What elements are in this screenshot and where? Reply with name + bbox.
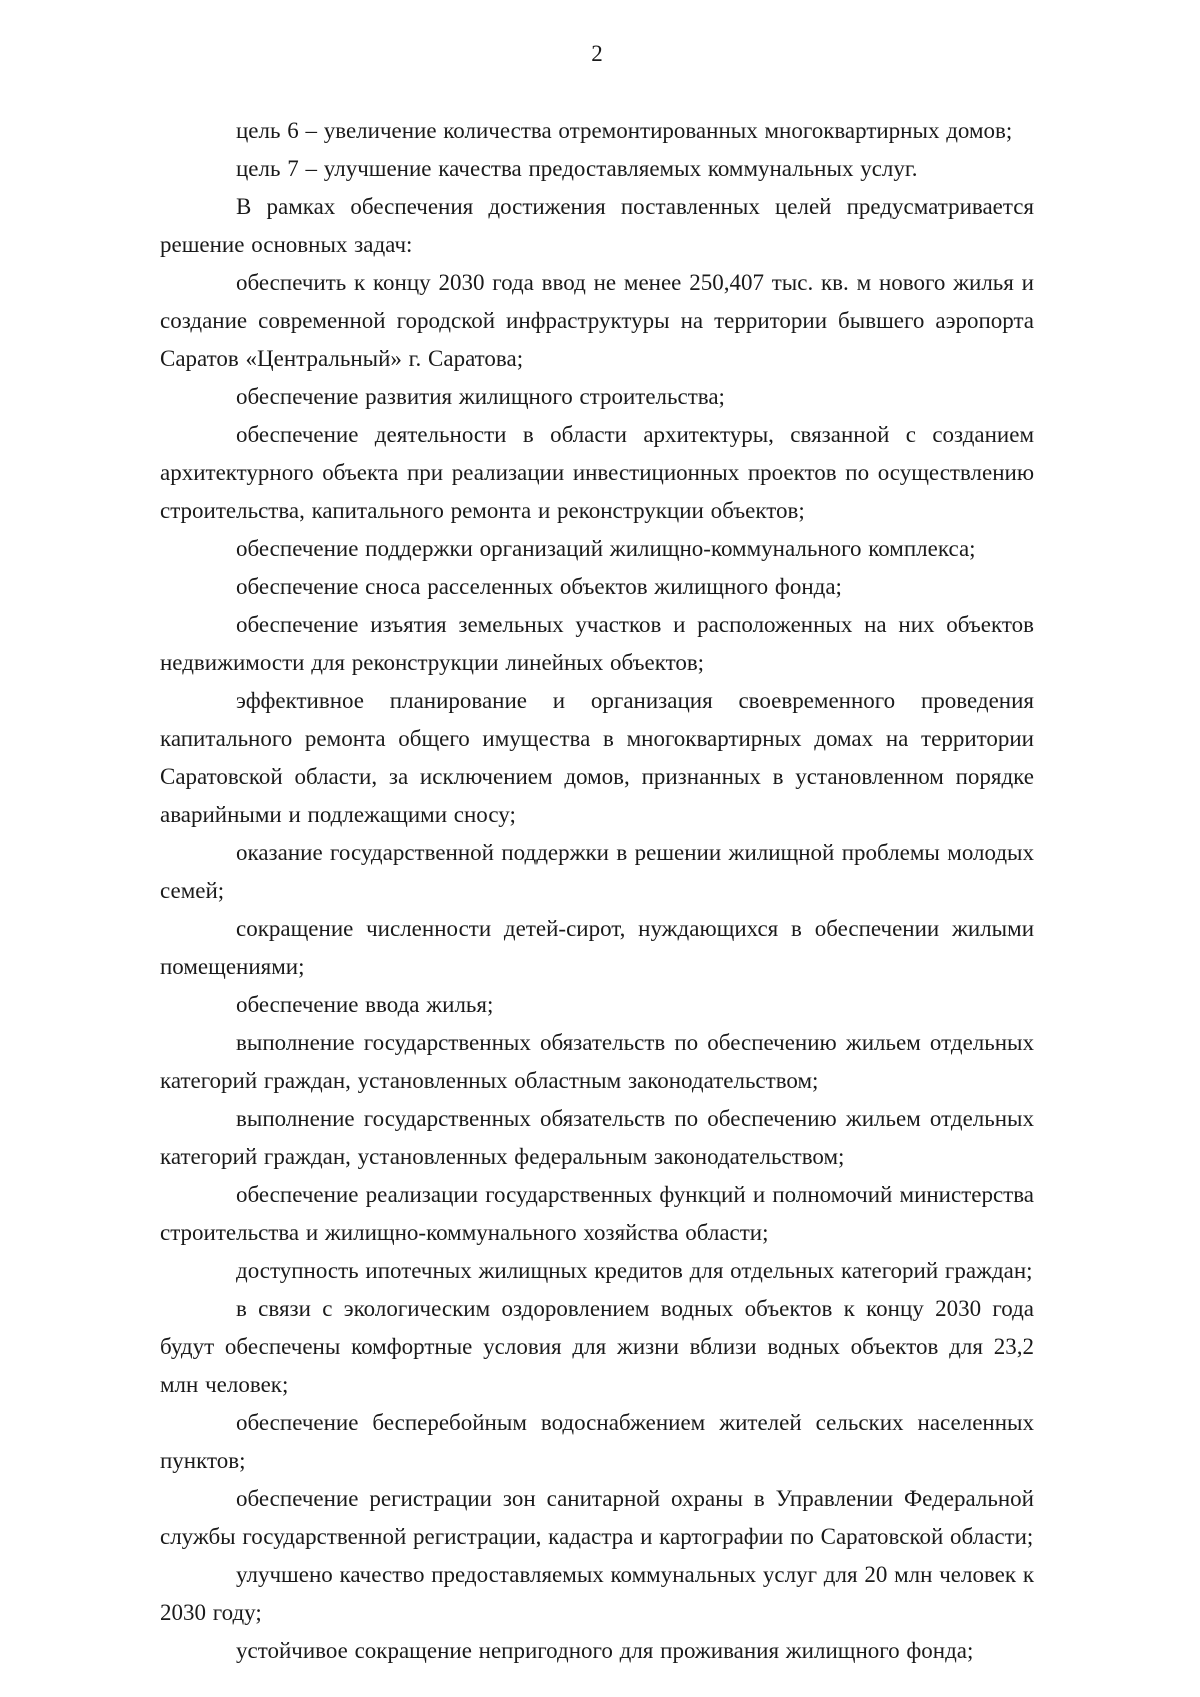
paragraph: В рамках обеспечения достижения поставленных целей предусматривается решение основных задач: xyxy=(160,194,1034,257)
document-body xyxy=(160,112,1034,1670)
page-number: 2 xyxy=(591,41,603,66)
paragraph: обеспечение регистрации зон санитарной охраны в Управлении Федеральной службы государственной регистрации, кадастра и картографии по Саратовской области; xyxy=(160,1486,1034,1549)
paragraph: обеспечение развития жилищного строительства; xyxy=(236,384,725,409)
paragraph: цель 6 – увеличение количества отремонтированных многоквартирных домов; xyxy=(236,118,1013,143)
paragraph: обеспечение изъятия земельных участков и расположенных на них объектов недвижимости для реконструкции линейных объектов; xyxy=(160,612,1034,675)
paragraph: обеспечение сноса расселенных объектов жилищного фонда; xyxy=(236,574,842,599)
paragraph: доступность ипотечных жилищных кредитов для отдельных категорий граждан; xyxy=(236,1258,1033,1283)
paragraph: обеспечение ввода жилья; xyxy=(236,992,494,1017)
paragraph: обеспечение поддержки организаций жилищно-коммунального комплекса; xyxy=(236,536,976,561)
paragraph: выполнение государственных обязательств по обеспечению жильем отдельных категорий граждан, установленных областным законодательством; xyxy=(160,1030,1034,1093)
paragraph: обеспечение реализации государственных функций и полномочий министерства строительства и жилищно-коммунального хозяйства области; xyxy=(160,1182,1034,1245)
paragraph: устойчивое сокращение непригодного для проживания жилищного фонда; xyxy=(236,1638,974,1663)
paragraph: обеспечить к концу 2030 года ввод не менее 250,407 тыс. кв. м нового жилья и создание современной городской инфраструктуры на территории бывшего аэропорта Саратов «Центральный» г. Саратова; xyxy=(160,270,1034,371)
paragraph: эффективное планирование и организация своевременного проведения капитального ремонта общего имущества в многоквартирных домах на территории Саратовской области, за исключением домов, признанных в установленном порядке аварийными и подлежащими сносу; xyxy=(160,688,1034,827)
paragraph: сокращение численности детей-сирот, нуждающихся в обеспечении жилыми помещениями; xyxy=(160,916,1034,979)
paragraph: улучшено качество предоставляемых коммунальных услуг для 20 млн человек к 2030 году; xyxy=(160,1562,1034,1625)
paragraph: в связи с экологическим оздоровлением водных объектов к концу 2030 года будут обеспечены комфортные условия для жизни вблизи водных объектов для 23,2 млн человек; xyxy=(160,1296,1034,1397)
paragraph: обеспечение бесперебойным водоснабжением жителей сельских населенных пунктов; xyxy=(160,1410,1034,1473)
paragraph: обеспечение деятельности в области архитектуры, связанной с созданием архитектурного объекта при реализации инвестиционных проектов по осуществлению строительства, капитального ремонта и реконструкции объектов; xyxy=(160,422,1034,523)
paragraph: оказание государственной поддержки в решении жилищной проблемы молодых семей; xyxy=(160,840,1034,903)
paragraph: выполнение государственных обязательств по обеспечению жильем отдельных категорий граждан, установленных федеральным законодательством; xyxy=(160,1106,1034,1169)
paragraph: цель 7 – улучшение качества предоставляемых коммунальных услуг. xyxy=(236,156,918,181)
